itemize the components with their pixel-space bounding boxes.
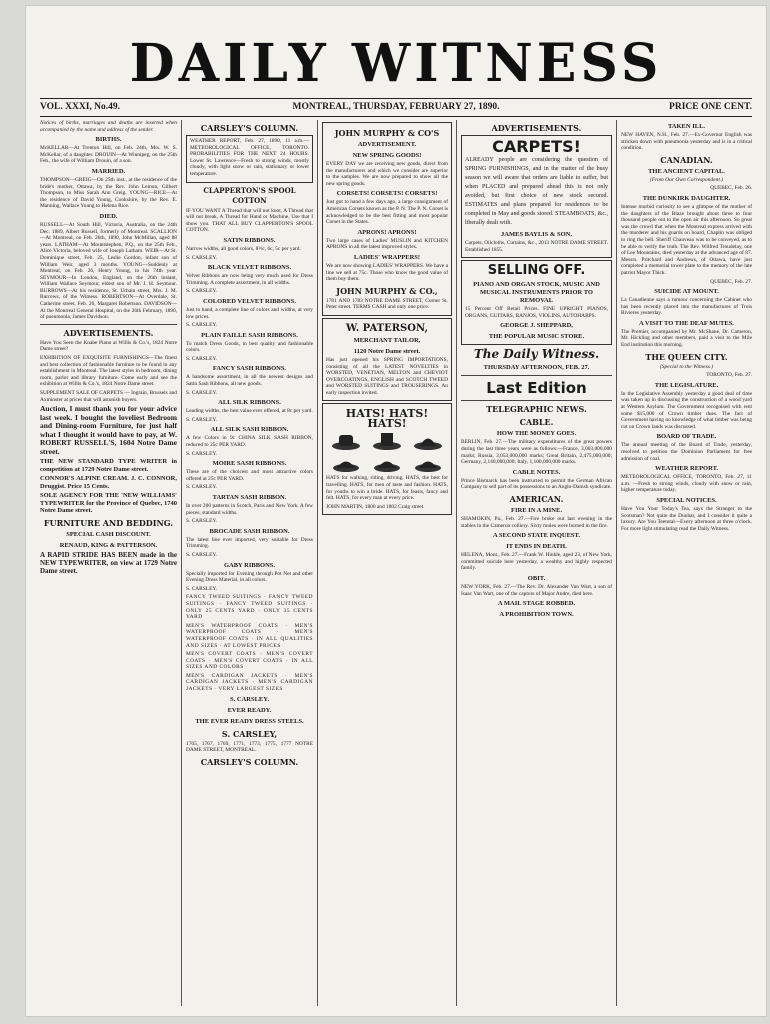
legislature-text: In the Legislative Assembly yesterday a good deal of time was taken up in discussing the construction of a wood yard at Western Asylum. The Government recognised with rent some $15,000 of Crown timber dues. The fact of Government having no knowledge of what timber was being cut on Crown lands was discussed. [621,390,752,430]
dateline [40,102,752,116]
hat-illustrations [326,453,448,473]
hat-icon [331,453,361,473]
spring-text: EVERY DAY we are receiving new goods, direct from the manufacturers and which we consider are superior to the samples. We are now prepared to show all the new spring goods. [326,161,448,187]
carsley-sign: S. CARSLEY. [186,322,217,329]
carsley-sign: S. CARSLEY. [186,416,217,423]
died-heading: DIED. [99,212,118,220]
carpets-text: ALREADY people are considering the question of SPRING FURNISHINGS, and in the matter of the busy season we will aware that orders are liable to suffer, but when PLACED and prepared ahead this is not only avoided, but first choice of new stock secured. ESTIMATES and plans prepared for residences to be completed in May and goods stored. STEAMBOATS, &c., liberally dealt with. [465,157,608,226]
ribbon-text: In over 200 patterns in Scotch, Paris and New York. A few pieces, standard widths. [186,503,313,516]
ribbon-text: The latest line ever imported, very suitable for Dress Trimming. [186,536,313,550]
hat-icon [413,431,443,451]
obit-heading: OBIT. [527,574,546,582]
paterson-address: 1120 Notre Dame street. [353,347,421,355]
ribbon-text: Specially imported for Evening through Pot Net and other Evening Dress Material, in all colors. [186,570,313,584]
alpine-cream-ad: CONNOR'S ALPINE CREAM. J. C. CONNOR, Druggist. Price 15 Cents. [40,475,177,490]
carsley-sign: S. CARSLEY. [186,518,217,525]
trade-heading: BOARD OF TRADE. [656,433,717,441]
paterson-text: Has just opened his SPRING IMPORTATIONS, consisting of all the LATEST NOVELTIES in WORSTED, VENETIAN, MELTON and CHEVIOT OVERCOATINGS, ENGLISH and SCOTCH TWEED and WORSTED SUITINGS and TROUSERINGS. An early inspection invited. [326,356,448,396]
typewriter-ad: THE NEW STANDARD TYPE WRITER in competition at 1729 Notre Dame street. [40,458,177,473]
paterson-heading: W. PATERSON, [346,322,428,334]
carsley-big: S. CARSLEY, [221,728,278,739]
legislature-heading: THE LEGISLATURE. [654,381,719,389]
column-4 [461,120,612,1006]
telegraphic-heading: TELEGRAPHIC NEWS. [486,404,587,415]
column-divider [616,120,617,1006]
suitings-list: FANCY TWEED SUITINGS · FANCY TWEED SUITINGS · FANCY TWEED SUITINGS · ONLY 25 CENTS YARD · ONLY 35 CENTS YARD [186,594,313,621]
column-1 [40,120,177,1006]
carsley-signoff: S. CARSLEY. [230,695,269,703]
notice-text: Notices of births, marriages and deaths are inserted when accompanied by the name and address of the sender. [40,120,177,133]
place-date: MONTREAL, THURSDAY, FEBRUARY 27, 1890. [292,102,500,112]
carsley-sign: S. CARSLEY. [186,389,217,396]
murphy-sign: JOHN MURPHY & CO., [336,285,438,296]
carsley-sign: S. CARSLEY. [186,288,217,295]
suicide-heading: SUICIDE AT MOUNT. [654,288,719,296]
ribbon-heading: BROCADE SASH RIBBON. [209,527,290,535]
carsley-heading: CARSLEY'S COLUMN. [200,123,299,133]
ever-ready: EVER READY. [227,706,272,714]
aprons-text: Two large cases of Ladies' MUSLIN and KITCHEN APRONS in all the latest improved styles. [326,237,448,251]
adv-text: EXHIBITION OF EXQUISITE FURNISHINGS—The finest and best collection of fashionable furniture to be found in any establishment in Montreal. The latest styles in bedroom, dining room, parlor and library furniture. Come early and see the exhibition at Willis & Co.'s, 1824 Notre Dame street. [40,355,177,388]
capital-sub: (From Our Own Correspondent.) [649,176,724,183]
weather-text: WEATHER REPORT, Feb. 27, 1890, 11 a.m.—METEOROLOGICAL OFFICE, TORONTO. PROBABILITIES FOR THE NEXT 24 HOURS. Lower St. Lawrence—Fresh to strong winds, mostly cloudy, with light snow or rain, stationary or lower temperature. [190,138,309,177]
murphy-address: 1781 AND 1783 NOTRE DAME STREET, Corner St. Peter street. TERMS CASH and only one price. [326,297,448,311]
sheppard-sub: THE POPULAR MUSIC STORE. [488,333,585,341]
death-heading: IT ENDS IN DEATH. [506,543,567,551]
murphy-heading: JOHN MURPHY & CO'S [334,128,440,138]
rapid-stride-ad: A RAPID STRIDE HAS BEEN made in the NEW TYPEWRITER, on view at 1729 Notre Dame street. [40,550,177,575]
ribbon-text: A handsome assortment, in all the newest designs and Satin Sash Ribbons, all new goods. [186,374,313,388]
auction-ad: Auction, I must thank you for your advice last week. I bought the loveliest Bedroom and Dining-room Furniture, for just half what I thought it would have to pay, at W. ROBERT RUSSELL'S, 1604 Notre Dame street. [40,404,177,456]
fire-heading: FIRE IN A MINE. [511,506,562,514]
money-text: BERLIN, Feb. 27.—The military expenditures of the great powers during the last three years were as follows:—France, 3,003,000,000 marks; Russia, 3,053,000,000 marks; Great Britain, 2,475,000,000; Germany, 2,140,000,000; Italy, 1,100,000,000 marks. [461,439,612,466]
sole-agency-ad: SOLE AGENCY FOR THE 'NEW WILLIAMS' TYPEWRITER for the Province of Quebec, 1740 Notre Dame street. [40,492,177,515]
murphy-sub: ADVERTISEMENT. [357,141,417,148]
waterproof-list: MEN'S WATERPROOF COATS · MEN'S WATERPROOF COATS · MEN'S WATERPROOF COATS · IN ALL QUALITIES AND SIZES · AT LOWEST PRICES [186,622,313,649]
baylis-sign: JAMES BAYLIS & SON, [501,231,572,238]
american-heading: AMERICAN. [509,493,564,504]
taken-ill-text: NEW HAVEN, N.H., Feb. 27.—Ex-Governor English was stricken down with pneumonia yesterday and is in a critical condition. [621,132,752,152]
advertisements-heading-2: ADVERTISEMENTS. [491,123,582,133]
dunkin-heading: THE DUNKIRK DAUGHTER. [642,194,731,202]
ribbon-text: Just to hand, a complete line of colors and widths, at very low prices. [186,306,313,320]
ribbon-heading: COLORED VELVET RIBBONS. [203,297,296,305]
carsley-sign: S. CARSLEY. [186,254,217,261]
money-heading: HOW THE MONEY GOES. [496,430,577,438]
masthead: DAILY WITNESS [129,33,663,94]
ribbon-heading: FANCY SASH RIBBONS. [212,365,287,373]
hat-icon [372,431,402,451]
newspaper-page [26,6,766,1016]
special-notices-heading: SPECIAL NOTICES. [656,496,717,504]
ribbon-text: To match Dress Goods, in best quality and fashionable colors. [186,340,313,354]
cable-heading: CABLE. [519,417,554,428]
weather-heading: WEATHER REPORT. [654,465,719,473]
wrappers-text: We are now showing LADIES' WRAPPERS. We have a line we sell at 75c. Those who know the good value of them buy them. [326,262,448,283]
weather-report-text: METEOROLOGICAL OFFICE, TORONTO, Feb. 27, 11 a.m. —Fresh to strong winds, cloudy with snow or rain, higher temperature today. [621,474,752,494]
queen-city-sub: (Special to the Witness.) [659,363,714,370]
hat-icon [413,453,443,473]
ribbon-heading: MOIRE SASH RIBBONS. [212,460,287,468]
ribbon-heading: GABY RIBBONS. [223,561,276,569]
inquest-heading: A SECOND STATE INQUEST. [492,532,581,540]
column-divider [456,120,457,1006]
carpets-box [461,135,612,258]
hat-icon [331,431,361,451]
carsley-sign: S. CARSLEY. [186,585,217,592]
masthead-rule-top [40,98,752,99]
carsley-sign: S. CARSLEY. [186,551,217,558]
ribbon-text: These are of the choicest and most attractive colors offered at 25c PER YARD. [186,469,313,482]
hat-illustrations [326,431,448,451]
married-text: THOMPSON—GREIG—On 25th inst., at the residence of the bride's mother, Ottawa, by the Rev. John Lemon, Gilbert Thompson, to Miss Sarah Ann Greig. YOUNG—RICE—At the residence of David Young, Cookshire, by the Rev. E. Manning, Wallace Young to Helena Rice. [40,176,177,210]
column-5 [621,120,752,1006]
paterson-box [322,318,452,402]
special-notices-text: Have You Your Today's Tea, says the Stranger to the Scotsman? Not quite the Dunbar, and I consider it quite a luxury. Are You Teetotal—Every afternoon at three o'clock. For more light stimulating read the Daily Witness. [621,505,752,532]
taken-ill-heading: TAKEN ILL. [667,123,706,130]
toronto-date: TORONTO, Feb. 27. [706,372,752,379]
quebec-date: QUEBEC, Feb. 27. [710,278,752,285]
selling-box [461,260,612,345]
died-text: RUSSELL—At South Hill, Victoria, Australia, on the 24th Dec. 1889, Albert Russell, formerly of Montreal. SCALLION—At Montreal, on Feb. 26th, 1890, John McMillan, aged 88 years. LATHAM—At Mountstephen, P.Q., on the 25th Feb., Alice Victoria, beloved wife of Joseph Latham. WEIR—At St. Dominique street, Feb. 25, Leslie Gordon, infant son of William Weir, aged 3 months. YOUNG—Suddenly at Montreal, on Feb. 26, Henry Young, in his 74th year. SEYMOUR—In London, England, on the 26th instant, William Wallace Seymour, eldest son of Mr. J. H. Seymour. BURROWS—At his residence, St. Urbain street, Mrs. J. M. Burrows, of the Witness. ROBERTSON—At Overdale, St. Catherine street, Feb. 26, Margaret Robertson. DAVIDSON—At the Montreal General Hospital, on the 26th February, 1890, of pneumonia, James Davidson. [40,221,177,321]
sheppard-sign: GEORGE J. SHEPPARD, [500,322,573,330]
cable-notes-text: Prince Bismarck has been instructed to permit the German African Company to sell part of its possessions to an Anglo-Danish syndicate. [461,477,612,491]
ribbon-list [186,237,313,592]
carpets-heading: CARPETS! [492,137,581,156]
canadian-heading: CANADIAN. [660,154,713,165]
advertisements-heading: ADVERTISEMENTS. [63,327,154,338]
deaf-mutes-text: The Premier, accompanied by Mr. McShane, Dr. Cameron, Mr. Hickling and other members, paid a visit to the Mile End institution this morning. [621,328,752,349]
daily-witness-nameplate: The Daily Witness. [473,347,600,362]
corsets-heading: CORSETS! CORSETS! CORSETS! [336,190,438,198]
adv-text: Have You Seen the Knabe Piano at Willis & Co.'s, 1824 Notre Dame street? [40,339,177,353]
aprons-heading: APRONS! APRONS! [357,228,417,236]
ribbon-heading: ALL SILK SASH RIBBON. [210,426,289,434]
prohibition-heading: A PROHIBITION TOWN. [499,611,574,619]
carsley-footer: CARSLEY'S COLUMN. [200,756,299,767]
ribbon-heading: SATIN RIBBONS. [223,236,276,244]
selling-sub: PIANO AND ORGAN STOCK, MUSIC AND MUSICAL INSTRUMENTS PRIOR TO REMOVAL [473,281,600,305]
spring-heading: NEW SPRING GOODS! [352,152,422,159]
spool-text: IF YOU WANT A Thread that will not knot, A Thread that will not break, A Thread for Hand or Machine, Use that I show you. THAT ALL BUY CLAPPERTON'S SPOOL COTTON. [186,207,313,234]
column-divider [317,120,318,1006]
carsley-sign: S. CARSLEY. [186,484,217,491]
volume-number: VOL. XXXI, No.49. [40,102,121,112]
baylis-address: Carpets, Oilcloths, Curtains, &c., 2013 NOTRE DAME STREET. Established 1855. [465,240,608,253]
column-divider [181,120,182,1006]
ribbon-text: A few Colors in 9c CHINA SILK SASH RIBBON, reduced to 25c PER YARD. [186,435,313,449]
special-discount: SPECIAL CASH DISCOUNT. [66,530,151,538]
wrappers-heading: LADIES' WRAPPERS! [353,253,421,261]
deaf-mutes-heading: A VISIT TO THE DEAF MUTES. [639,319,734,327]
hats-heading: HATS! HATS! HATS! [345,407,429,431]
carsley-sign: S. CARSLEY. [186,450,217,457]
carsley-sign: S. CARSLEY. [186,355,217,362]
selling-text: 15 Percent Off Retail Prices. FINE UPRIGHT PIANOS, ORGANS, GUITARS, BANJOS, VIOLINS, AUTOHARPS. [465,306,608,319]
hats-text: HATS for walking, riding, driving. HATS, the best for travelling. HATS, for men of taste and fashion. HATS, for youths to win a bride. HATS, for feasts, fancy and felt. HATS, for every man at every price. [326,475,448,502]
ribbon-heading: TARTAN SASH RIBBON. [212,494,287,501]
capital-heading: THE ANCIENT CAPITAL. [648,167,725,175]
masthead-rule-bottom [40,116,752,117]
ribbon-heading: PLAIN FAILLE SASH RIBBONS. [201,331,298,339]
adv-text: SUPPLEMENT SALE OF CARPETS — Ingrain, Brussels and Axminster at prices that will astonish buyers. [40,390,177,403]
ribbon-text: Narrow widths, all good colors, 8½c, 6c, 5c per yard. [186,245,301,252]
cable-notes-heading: CABLE NOTES. [512,468,561,476]
births-text: McKELLAR—At Trenton Hill, on Feb. 24th, Mrs. W. S. McKellar, of a daughter. DROUIN—At Winnipeg, on the 25th Feb., the wife of William Drouin, of a son. [40,145,177,165]
ribbon-text: Leading widths, the best value ever offered, at 8c per yard. [186,408,313,415]
selling-heading: SELLING OFF. [487,263,586,279]
furniture-heading: FURNITURE AND BEDDING. [43,517,174,528]
price: PRICE ONE CENT. [669,102,752,112]
column-2 [186,120,313,1006]
corsets-text: Just got to hand a few days ago, a large consignment of American Corsets known as the P. N. The P. N. Corset is acknowledged to be the best fitting and most popular Corset in the States. [326,199,448,226]
death-text: HELENA, Mont., Feb. 27.—Frank W. Hinkle, aged 23, of New York, committed suicide here yesterday, a wealthy and highly respected family. [461,552,612,572]
column-3 [322,120,452,1006]
covert-list: MEN'S COVERT COATS · MEN'S COVERT COATS · MEN'S COVERT COATS · IN ALL SIZES AND COLORS [186,651,313,671]
robbery-heading: A MAIL STAGE ROBBED. [497,600,576,608]
thursday-line: THURSDAY AFTERNOON, FEB. 27. [483,364,590,372]
births-heading: BIRTHS. [95,136,122,144]
suicide-text: La Canadienne says a rumour concerning the Cabinet who has been recently placed into the manufactures of Trois Rivieres yesterday. [621,297,752,317]
queen-city-heading: THE QUEEN CITY. [645,351,728,362]
capital-date: QUEBEC, Feb. 26. [710,185,752,192]
hats-box [322,403,452,515]
obit-text: NEW YORK, Feb. 27.—The Rev. Dr. Alexander Van Wart, a son of Isaac Van Wart, one of the captors of Major Andre, died here. [461,583,612,597]
renaud-sign: RENAUD, KING & PATTERSON. [59,541,158,549]
married-heading: MARRIED. [91,167,126,175]
murphy-box [322,122,452,316]
hats-sign: JOHN MARTIN, 1800 and 1802 Craig street. [326,503,425,510]
hat-icon [372,453,402,473]
weather-box [186,135,313,183]
ribbon-heading: ALL SILK RIBBONS. [218,399,281,407]
trade-text: The annual meeting of the Board of Trade, yesterday, resolved to petition the Dominion Parliament for free admission of coal. [621,442,752,462]
fire-text: SHAMOKIN, Pa., Feb. 27.—Fire broke out last evening in the stables in the Cameron colliery. Sixty mules were burned in the fire. [461,515,612,529]
spool-heading: CLAPPERTON'S SPOOL COTTON [203,185,296,205]
paterson-sub: MERCHANT TAILOR, [353,336,421,344]
dress-steels: THE EVER READY DRESS STEELS. [195,717,304,725]
last-edition: Last Edition [486,379,587,398]
carsley-address: 1765, 1767, 1769, 1771, 1773, 1775, 1777 NOTRE DAME STREET, MONTREAL. [186,740,313,754]
ribbon-heading: BLACK VELVET RIBBONS. [207,264,292,272]
capital-text: Intense morbid curiosity to see a glimpse of the mother of the daughters of the Blaze brought about three to four thousand people out to the open air this afternoon. So great was the crowd that when the Montreal express arrived with the murderer and his guards on board, Chaplin was obliged to ring the bell. Sheriff Chauveau was to be conveyed, as to be able to verify the truth. The Rev. Wilfred Troudelay, one of Lee Mountains, died yesterday at the advanced age of 87. Messrs. Pritchard and Andrews, of Ottawa, have just completed a memorial tower plate to the memory of the late patriot Mayor Thick. [621,203,752,276]
cardigan-list: MEN'S CARDIGAN JACKETS · MEN'S CARDIGAN JACKETS · MEN'S CARDIGAN JACKETS · VERY LARGEST SIZES [186,672,313,693]
ribbon-text: Velvet Ribbons are now being very much used for Dress Trimming. A complete assortment, in all widths. [186,273,313,286]
